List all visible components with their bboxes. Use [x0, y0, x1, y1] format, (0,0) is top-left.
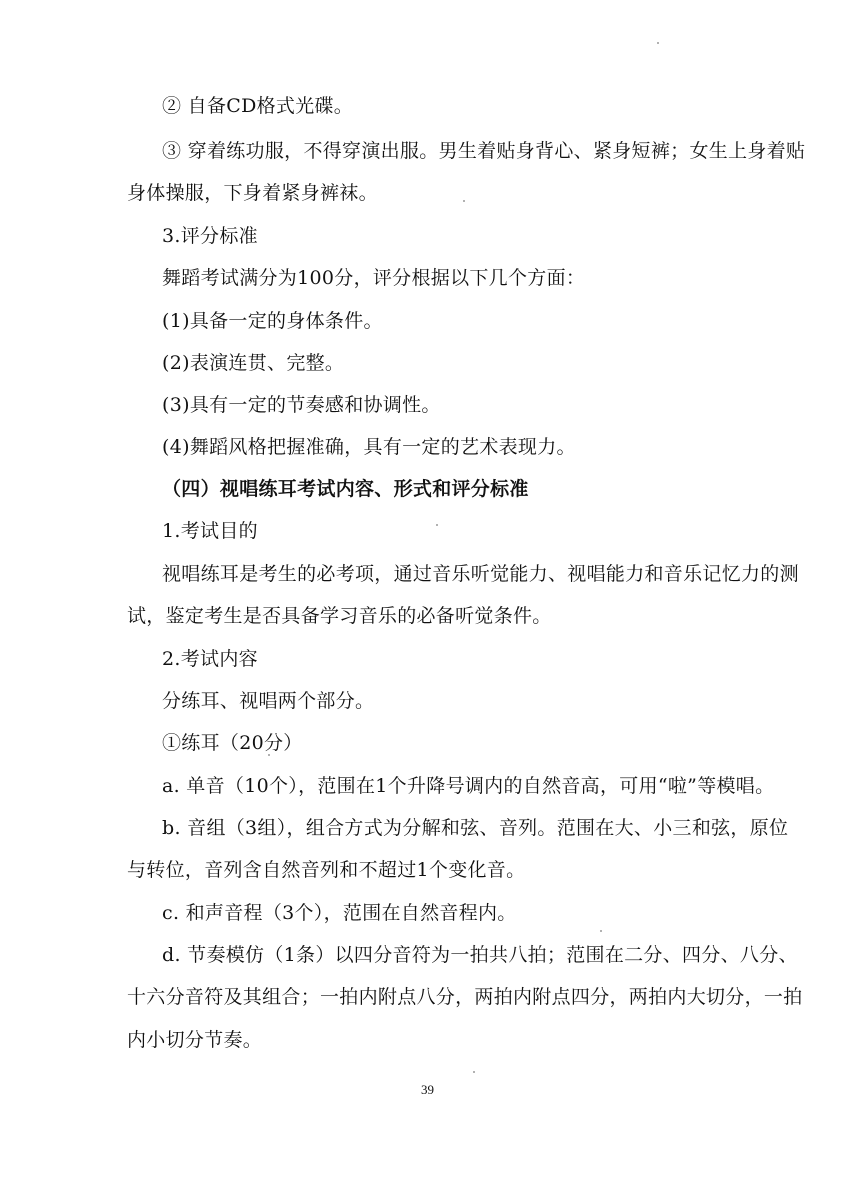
scan-speck: [473, 1071, 475, 1073]
item-a-single-tones: a. 单音（10个），范围在1个升降号调内的自然音高，可用“啦”等模唱。: [162, 775, 775, 797]
exam-purpose-line-1: 视唱练耳是考生的必考项，通过音乐听觉能力、视唱能力和音乐记忆力的测: [162, 563, 799, 585]
item-b-tone-groups-line-1: b. 音组（3组），组合方式为分解和弦、音列。范围在大、小三和弦，原位: [162, 817, 789, 839]
ear-training-heading: ①练耳（20分）: [162, 732, 303, 754]
criterion-1: (1)具备一定的身体条件。: [162, 310, 383, 332]
scan-speck: [268, 754, 270, 756]
item-d-rhythm-line-1: d. 节奏模仿（1条）以四分音符为一拍共八拍；范围在二分、四分、八分、: [162, 944, 798, 966]
criterion-4: (4)舞蹈风格把握准确，具有一定的艺术表现力。: [162, 436, 576, 458]
criterion-2: (2)表演连贯、完整。: [162, 352, 345, 374]
exam-content-heading: 2.考试内容: [162, 648, 258, 670]
item-c-harmonic-intervals: c. 和声音程（3个），范围在自然音程内。: [162, 902, 517, 924]
dance-score-intro: 舞蹈考试满分为100分，评分根据以下几个方面：: [162, 267, 586, 289]
scan-speck: [463, 200, 465, 202]
exam-purpose-line-2: 试，鉴定考生是否具备学习音乐的必备听觉条件。: [127, 605, 552, 627]
page-number: 39: [421, 1082, 434, 1097]
criterion-3: (3)具有一定的节奏感和协调性。: [162, 394, 441, 416]
item-3-attire-line-2: 身体操服，下身着紧身裤袜。: [127, 182, 378, 204]
exam-purpose-heading: 1.考试目的: [162, 520, 258, 542]
scan-speck: [436, 524, 438, 526]
item-b-tone-groups-line-2: 与转位，音列含自然音列和不超过1个变化音。: [127, 859, 526, 881]
scan-speck: [600, 930, 602, 932]
item-d-rhythm-line-3: 内小切分节奏。: [127, 1029, 263, 1051]
item-3-attire-line-1: ③ 穿着练功服，不得穿演出服。男生着贴身背心、紧身短裤；女生上身着贴: [162, 140, 806, 162]
item-d-rhythm-line-2: 十六分音符及其组合；一拍内附点八分，两拍内附点四分，两拍内大切分，一拍: [127, 986, 803, 1008]
exam-content-intro: 分练耳、视唱两个部分。: [162, 690, 375, 712]
item-2-cd-disc: ② 自备CD格式光碟。: [162, 95, 354, 117]
section-4-heading: （四）视唱练耳考试内容、形式和评分标准: [162, 478, 529, 500]
scan-speck: [657, 42, 659, 44]
section-scoring-standard-heading: 3.评分标准: [162, 225, 258, 247]
